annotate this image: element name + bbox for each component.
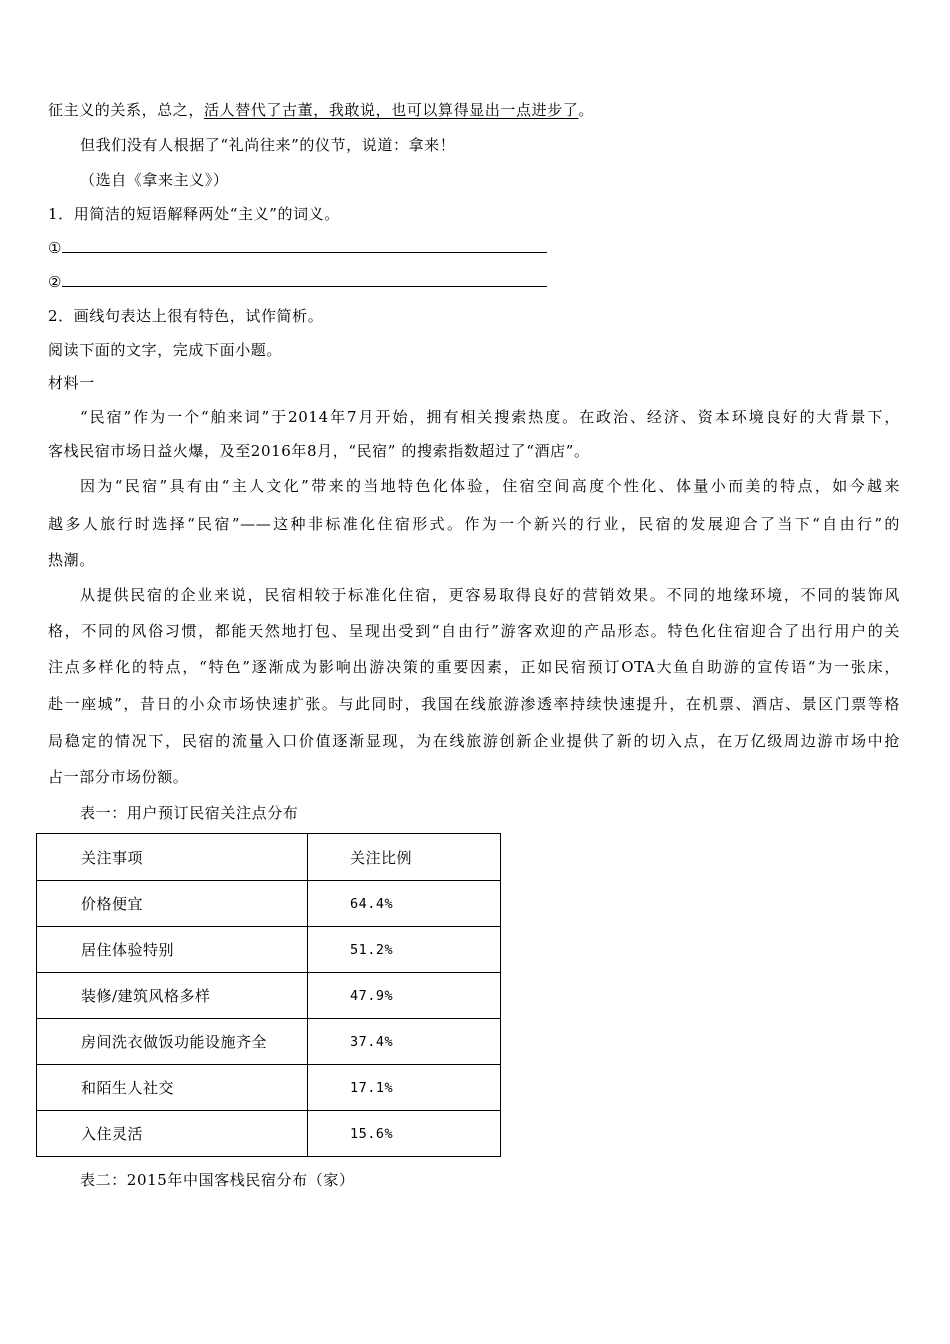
paragraph-2-line: 因为“民宿”具有由“主人文化”带来的当地特色化体验，住宿空间高度个性化、体量小而美的特点，如今越来 bbox=[80, 477, 900, 495]
blank-line[interactable] bbox=[62, 272, 547, 287]
table-row bbox=[37, 927, 501, 973]
paragraph-3-line: 局稳定的情况下，民宿的流量入口价值逐渐显现，为在线旅游创新企业提供了新的切入点，在万亿级周边游市场中抢 bbox=[48, 732, 900, 750]
paragraph-3-line: 从提供民宿的企业来说，民宿相较于标准化住宿，更容易取得良好的营销效果。不同的地缘环境，不同的装饰风 bbox=[80, 586, 900, 604]
table-row bbox=[37, 881, 501, 927]
table-row bbox=[37, 1111, 501, 1157]
table-row bbox=[37, 1065, 501, 1111]
table-cell-ratio: 37.4% bbox=[308, 1019, 501, 1065]
table-1-caption: 表一：用户预订民宿关注点分布 bbox=[80, 804, 299, 822]
blank-label: ② bbox=[48, 273, 63, 291]
table-header-cell: 关注事项 bbox=[37, 834, 308, 881]
passage-line bbox=[48, 100, 908, 120]
paragraph-1-line: “民宿”作为一个“舶来词”于2014年7月开始，拥有相关搜索热度。在政治、经济、资本环境良好的大背景下， bbox=[80, 408, 900, 426]
table-cell-item: 和陌生人社交 bbox=[37, 1065, 308, 1111]
table-cell-ratio: 47.9% bbox=[308, 973, 501, 1019]
passage-text: 征主义的关系，总之， bbox=[48, 101, 205, 119]
table-cell-item: 房间洗衣做饭功能设施齐全 bbox=[37, 1019, 308, 1065]
table-cell-item: 价格便宜 bbox=[37, 881, 308, 927]
answer-blank-2[interactable] bbox=[48, 272, 908, 292]
blank-label: ① bbox=[48, 239, 63, 257]
paragraph-3-line: 占一部分市场份额。 bbox=[48, 768, 189, 786]
underlined-sentence: 活人替代了古董，我敢说，也可以算得显出一点进步了 bbox=[204, 101, 579, 119]
paragraph-3-line: 格，不同的风俗习惯，都能天然地打包、呈现出受到“自由行”游客欢迎的产品形态。特色化住宿迎合了出行用户的关 bbox=[48, 622, 900, 640]
table-cell-ratio: 17.1% bbox=[308, 1065, 501, 1111]
passage-line: 但我们没有人根据了“礼尚往来”的仪节，说道：拿来！ bbox=[80, 136, 456, 154]
table-cell-ratio: 51.2% bbox=[308, 927, 501, 973]
question-1: 1．用简洁的短语解释两处“主义”的词义。 bbox=[48, 205, 340, 223]
paragraph-2-line: 越多人旅行时选择“民宿”——这种非标准化住宿形式。作为一个新兴的行业，民宿的发展迎合了当下“自由行”的 bbox=[48, 515, 900, 533]
paragraph-3-line: 赴一座城”，昔日的小众市场快速扩张。与此同时，我国在线旅游渗透率持续快速提升，在机票、酒店、景区门票等格 bbox=[48, 695, 900, 713]
table-header-cell: 关注比例 bbox=[308, 834, 501, 881]
table-row bbox=[37, 973, 501, 1019]
blank-line[interactable] bbox=[62, 238, 547, 253]
table-cell-item: 装修/建筑风格多样 bbox=[37, 973, 308, 1019]
answer-blank-1[interactable] bbox=[48, 238, 908, 258]
material-title: 材料一 bbox=[48, 374, 95, 392]
paragraph-1-line: 客栈民宿市场日益火爆，及至2016年8月，“民宿” 的搜索指数超过了“酒店”。 bbox=[48, 442, 590, 460]
attention-distribution-table bbox=[36, 833, 501, 1157]
source-citation: （选自《拿来主义》） bbox=[80, 171, 229, 189]
question-2: 2．画线句表达上很有特色，试作简析。 bbox=[48, 307, 324, 325]
table-2-caption: 表二：2015年中国客栈民宿分布（家） bbox=[80, 1171, 355, 1189]
passage-text: 。 bbox=[578, 101, 595, 119]
table-cell-item: 入住灵活 bbox=[37, 1111, 308, 1157]
paragraph-3-line: 注点多样化的特点，“特色”逐渐成为影响出游决策的重要因素，正如民宿预订OTA大鱼自助游的宣传语“为一张床， bbox=[48, 658, 900, 676]
table-cell-ratio: 15.6% bbox=[308, 1111, 501, 1157]
table-header-row bbox=[37, 834, 501, 881]
paragraph-2-line: 热潮。 bbox=[48, 551, 95, 569]
table-row bbox=[37, 1019, 501, 1065]
table-cell-item: 居住体验特别 bbox=[37, 927, 308, 973]
reading-instruction: 阅读下面的文字，完成下面小题。 bbox=[48, 341, 283, 359]
table-cell-ratio: 64.4% bbox=[308, 881, 501, 927]
